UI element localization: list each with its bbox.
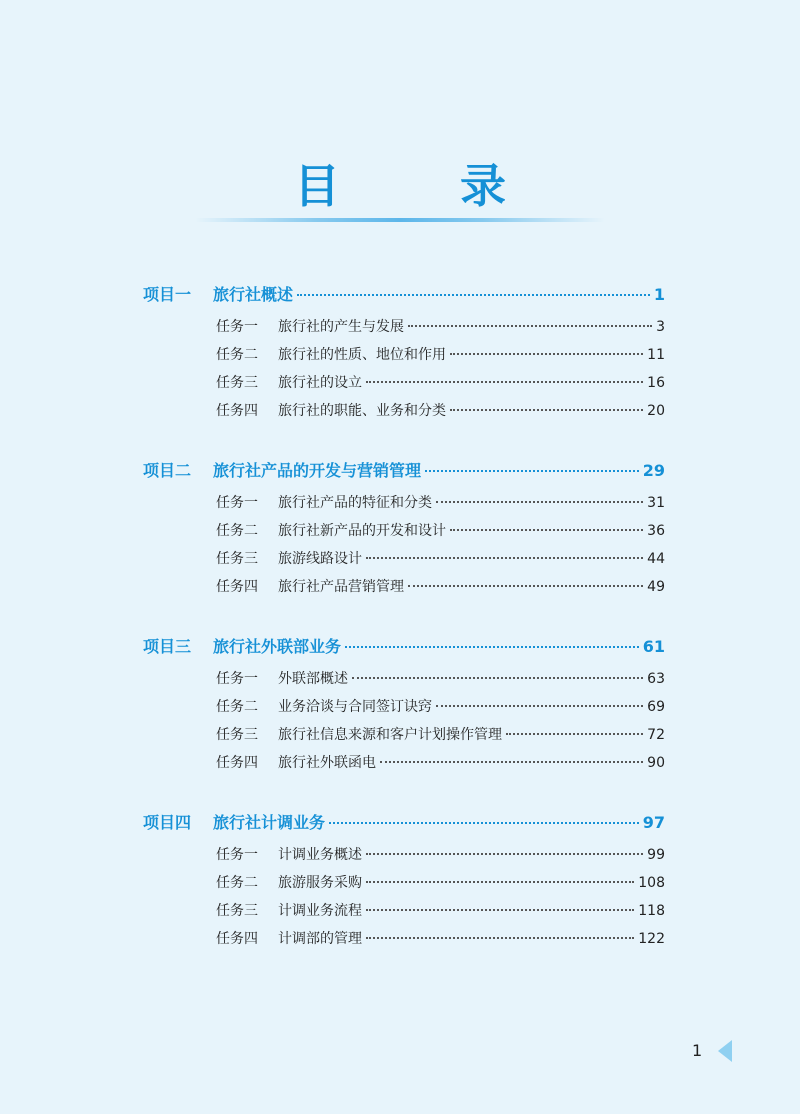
task-page: 36 — [647, 523, 665, 539]
toc-task-entry[interactable] — [143, 869, 665, 897]
task-title: 旅行社新产品的开发和设计 — [278, 523, 446, 539]
toc-task-entry[interactable] — [143, 749, 665, 777]
task-title: 计调部的管理 — [278, 931, 362, 947]
task-title: 旅游线路设计 — [278, 551, 362, 567]
toc-task-entry[interactable] — [143, 897, 665, 925]
project-title: 旅行社产品的开发与营销管理 — [213, 461, 422, 480]
task-number: 任务三 — [216, 727, 258, 743]
task-number: 任务四 — [216, 755, 258, 771]
toc-project-entry[interactable] — [143, 453, 665, 489]
toc-project-entry[interactable] — [143, 805, 665, 841]
project-page: 29 — [642, 461, 665, 480]
project-title: 旅行社计调业务 — [213, 813, 326, 832]
dot-leader — [366, 557, 643, 559]
dot-leader — [366, 381, 643, 383]
task-page: 108 — [638, 875, 665, 891]
project-number: 项目一 — [143, 285, 192, 304]
task-title: 旅游服务采购 — [278, 875, 362, 891]
project-title: 旅行社外联部业务 — [213, 637, 342, 656]
task-title: 外联部概述 — [278, 671, 348, 687]
toc-task-entry[interactable] — [143, 313, 665, 341]
toc-task-entry[interactable] — [143, 341, 665, 369]
toc-task-entry[interactable] — [143, 545, 665, 573]
dot-leader — [352, 677, 643, 679]
task-number: 任务一 — [216, 495, 258, 511]
task-number: 任务四 — [216, 931, 258, 947]
project-page: 1 — [653, 285, 665, 304]
task-page: 3 — [656, 319, 665, 335]
task-page: 99 — [647, 847, 665, 863]
page-marker-arrow-icon — [718, 1040, 732, 1062]
task-number: 任务三 — [216, 375, 258, 391]
task-number: 任务三 — [216, 551, 258, 567]
task-title: 旅行社的性质、地位和作用 — [278, 347, 446, 363]
toc-task-entry[interactable] — [143, 925, 665, 953]
dot-leader — [297, 294, 650, 296]
dot-leader — [345, 646, 639, 648]
task-page: 20 — [647, 403, 665, 419]
toc-task-entry[interactable] — [143, 693, 665, 721]
task-page: 11 — [647, 347, 665, 363]
task-page: 122 — [638, 931, 665, 947]
task-page: 49 — [647, 579, 665, 595]
task-page: 118 — [638, 903, 665, 919]
dot-leader — [366, 937, 634, 939]
dot-leader — [366, 853, 643, 855]
dot-leader — [366, 909, 634, 911]
task-number: 任务一 — [216, 671, 258, 687]
toc-task-entry[interactable] — [143, 517, 665, 545]
project-page: 61 — [642, 637, 665, 656]
toc-project — [143, 277, 665, 425]
task-number: 任务四 — [216, 579, 258, 595]
project-title: 旅行社概述 — [213, 285, 294, 304]
task-page: 72 — [647, 727, 665, 743]
task-page: 63 — [647, 671, 665, 687]
dot-leader — [380, 761, 643, 763]
project-number: 项目二 — [143, 461, 192, 480]
task-title: 业务洽谈与合同签订诀窍 — [278, 699, 432, 715]
task-title: 计调业务流程 — [278, 903, 362, 919]
task-page: 16 — [647, 375, 665, 391]
toc-project-entry[interactable] — [143, 277, 665, 313]
dot-leader — [425, 470, 639, 472]
dot-leader — [408, 325, 652, 327]
task-page: 31 — [647, 495, 665, 511]
task-page: 69 — [647, 699, 665, 715]
dot-leader — [450, 529, 643, 531]
task-number: 任务四 — [216, 403, 258, 419]
task-title: 旅行社的职能、业务和分类 — [278, 403, 446, 419]
page-number: 1 — [692, 1041, 703, 1060]
toc-task-entry[interactable] — [143, 721, 665, 749]
toc-task-entry[interactable] — [143, 489, 665, 517]
task-title: 旅行社外联函电 — [278, 755, 376, 771]
project-number: 项目三 — [143, 637, 192, 656]
toc-project-entry[interactable] — [143, 629, 665, 665]
dot-leader — [450, 353, 643, 355]
task-title: 旅行社的设立 — [278, 375, 362, 391]
task-title: 旅行社信息来源和客户计划操作管理 — [278, 727, 502, 743]
toc-task-entry[interactable] — [143, 841, 665, 869]
dot-leader — [329, 822, 639, 824]
toc-task-entry[interactable] — [143, 369, 665, 397]
task-number: 任务二 — [216, 699, 258, 715]
task-title: 旅行社产品营销管理 — [278, 579, 404, 595]
dot-leader — [366, 881, 634, 883]
page-title: 目 录 — [293, 159, 558, 213]
task-title: 计调业务概述 — [278, 847, 362, 863]
task-number: 任务二 — [216, 875, 258, 891]
task-number: 任务三 — [216, 903, 258, 919]
dot-leader — [436, 705, 643, 707]
title-underline — [195, 218, 605, 222]
project-number: 项目四 — [143, 813, 192, 832]
task-number: 任务一 — [216, 847, 258, 863]
toc-project — [143, 453, 665, 601]
task-number: 任务二 — [216, 523, 258, 539]
toc-project — [143, 805, 665, 953]
task-title: 旅行社产品的特征和分类 — [278, 495, 432, 511]
dot-leader — [506, 733, 643, 735]
task-title: 旅行社的产生与发展 — [278, 319, 404, 335]
task-number: 任务二 — [216, 347, 258, 363]
toc-task-entry[interactable] — [143, 397, 665, 425]
dot-leader — [408, 585, 643, 587]
toc-task-entry[interactable] — [143, 665, 665, 693]
dot-leader — [450, 409, 643, 411]
toc-task-entry[interactable] — [143, 573, 665, 601]
task-number: 任务一 — [216, 319, 258, 335]
toc-project — [143, 629, 665, 777]
task-page: 44 — [647, 551, 665, 567]
task-page: 90 — [647, 755, 665, 771]
table-of-contents — [143, 277, 665, 981]
project-page: 97 — [642, 813, 665, 832]
dot-leader — [436, 501, 643, 503]
